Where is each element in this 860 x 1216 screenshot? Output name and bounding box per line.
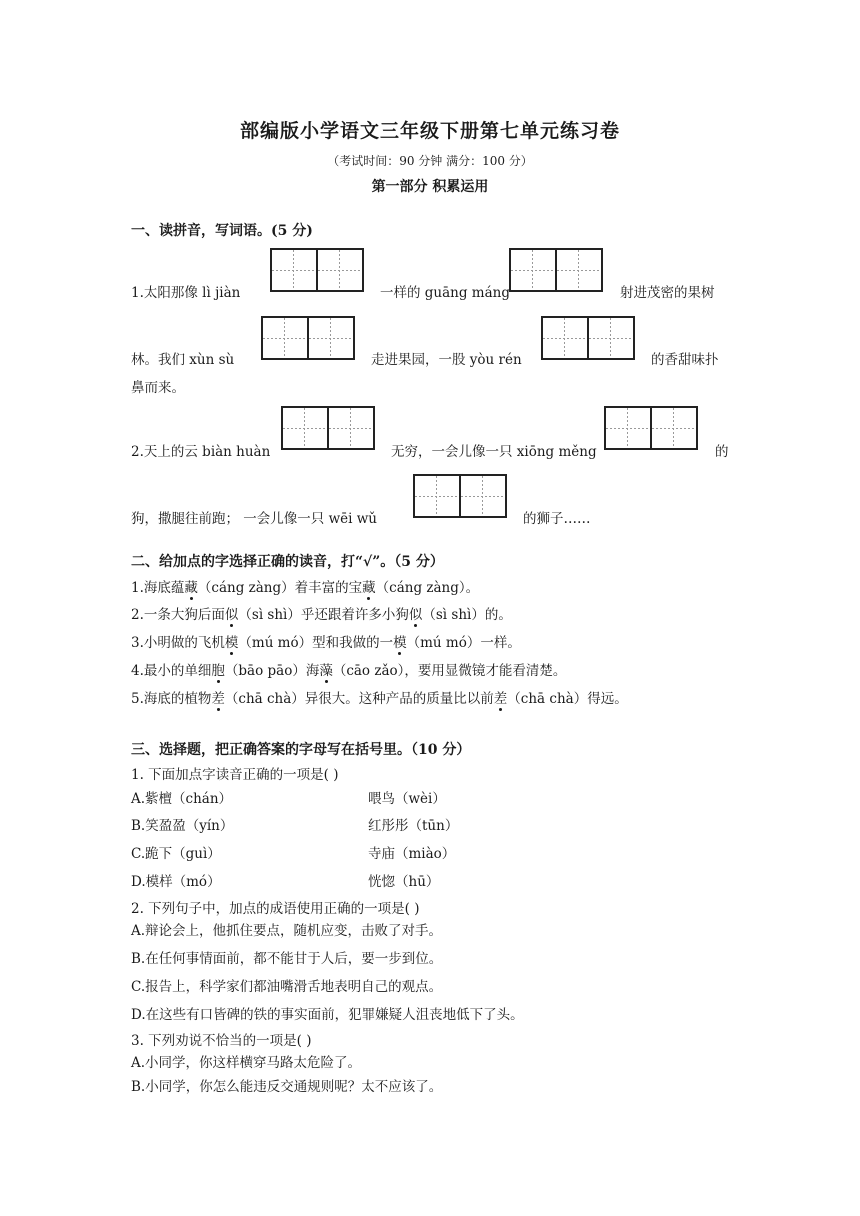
answer-grid-4[interactable]: [541, 316, 635, 360]
item-text: （sì shì）乎还跟着许多小狗: [238, 607, 409, 623]
answer-grid-2[interactable]: [509, 248, 603, 292]
q1-option-a-right: 喂鸟（wèi）: [368, 791, 446, 807]
item-text: （mú mó）一样。: [406, 635, 521, 651]
s1-line1-a: 1.太阳那像 lì jiàn: [131, 285, 241, 301]
dotted-character: 藻: [319, 659, 333, 679]
dotted-character: 差: [494, 687, 508, 707]
item-text: 5.海底的植物: [131, 691, 212, 707]
s1-line4-a: 2.天上的云 biàn huàn: [131, 444, 271, 460]
q1-option-c-right: 寺庙（miào）: [368, 846, 456, 862]
dotted-character: 胞: [211, 659, 225, 679]
dotted-character: 藏: [184, 576, 198, 596]
q2-option-b: B.在任何事情面前，都不能甘于人后，要一步到位。: [131, 951, 443, 967]
answer-grid-6[interactable]: [604, 406, 698, 450]
s1-line4-c: 的: [715, 444, 729, 460]
section3-heading: 三、选择题，把正确答案的字母写在括号里。（10 分）: [131, 742, 471, 758]
pronunciation-item: [131, 603, 512, 623]
item-text: （bāo pāo）海: [224, 663, 320, 679]
section2-heading: 二、给加点的字选择正确的读音，打“√”。（5 分）: [131, 554, 444, 570]
dotted-character: 似: [409, 603, 423, 623]
answer-grid-1[interactable]: [270, 248, 364, 292]
q1-stem: 1. 下面加点字读音正确的一项是( ): [131, 767, 339, 783]
q2-option-c: C.报告上，科学家们都油嘴滑舌地表明自己的观点。: [131, 979, 443, 995]
page-title: 部编版小学语文三年级下册第七单元练习卷: [239, 120, 620, 142]
dotted-character: 模: [393, 631, 407, 651]
answer-grid-3[interactable]: [261, 316, 355, 360]
q3-stem: 3. 下列劝说不恰当的一项是( ): [131, 1033, 312, 1049]
q1-option-d: D.模样（mó）: [131, 874, 221, 890]
q1-option-a: A.紫檀（chán）: [131, 791, 233, 807]
q2-stem: 2. 下列句子中，加点的成语使用正确的一项是( ): [131, 901, 420, 917]
dotted-character: 差: [211, 687, 225, 707]
dotted-character: 似: [225, 603, 239, 623]
item-text: （chā chà）异很大。这种产品的质量比以前: [224, 691, 494, 707]
s1-line1-c: 射进茂密的果树: [620, 285, 715, 301]
item-text: （sì shì）的。: [422, 607, 512, 623]
q2-option-a: A.辩论会上，他抓住要点，随机应变，击败了对手。: [131, 923, 443, 939]
item-text: （cāo zǎo），要用显微镜才能看清楚。: [332, 663, 567, 679]
pronunciation-item: [131, 687, 628, 707]
answer-grid-5[interactable]: [281, 406, 375, 450]
item-text: （cáng zàng）。: [375, 580, 480, 596]
q2-option-d: D.在这些有口皆碑的铁的事实面前，犯罪嫌疑人沮丧地低下了头。: [131, 1007, 524, 1023]
q3-option-a: A.小同学，你这样横穿马路太危险了。: [131, 1055, 362, 1071]
section1-heading: 一、读拼音，写词语。(5 分): [131, 223, 313, 239]
dotted-character: 藏: [362, 576, 376, 596]
item-text: 4.最小的单细: [131, 663, 212, 679]
s1-line2-a: 林。我们 xùn sù: [131, 352, 235, 368]
item-text: （mú mó）型和我做的一: [238, 635, 394, 651]
exam-info: （考试时间：90 分钟 满分：100 分）: [327, 154, 533, 168]
s1-line3: 鼻而来。: [131, 380, 185, 396]
q1-option-b-right: 红彤彤（tūn）: [368, 818, 459, 834]
answer-grid-7[interactable]: [413, 474, 507, 518]
s1-line2-b: 走进果园，一股 yòu rén: [371, 352, 522, 368]
pronunciation-item: [131, 576, 479, 596]
s1-line5-a: 狗，撒腿往前跑； 一会儿像一只 wēi wǔ: [131, 511, 377, 527]
part-heading: 第一部分 积累运用: [371, 179, 489, 195]
q1-option-d-right: 恍惚（hū）: [368, 874, 440, 890]
item-text: （chā chà）得远。: [507, 691, 628, 707]
s1-line2-c: 的香甜味扑: [651, 352, 719, 368]
q1-option-b: B.笑盈盈（yín）: [131, 818, 234, 834]
s1-line1-b: 一样的 guāng máng: [380, 285, 510, 301]
item-text: （cáng zàng）着丰富的宝: [197, 580, 363, 596]
dotted-character: 模: [225, 631, 239, 651]
pronunciation-item: [131, 631, 521, 651]
item-text: 1.海底蕴: [131, 580, 185, 596]
item-text: 2.一条大狗后面: [131, 607, 225, 623]
q3-option-b: B.小同学，你怎么能违反交通规则呢？太不应该了。: [131, 1079, 443, 1095]
pronunciation-item: [131, 659, 566, 679]
q1-option-c: C.跪下（guì）: [131, 846, 221, 862]
s1-line4-b: 无穷，一会儿像一只 xiōng měng: [391, 444, 597, 460]
item-text: 3.小明做的飞机: [131, 635, 225, 651]
s1-line5-b: 的狮子……: [523, 511, 591, 527]
